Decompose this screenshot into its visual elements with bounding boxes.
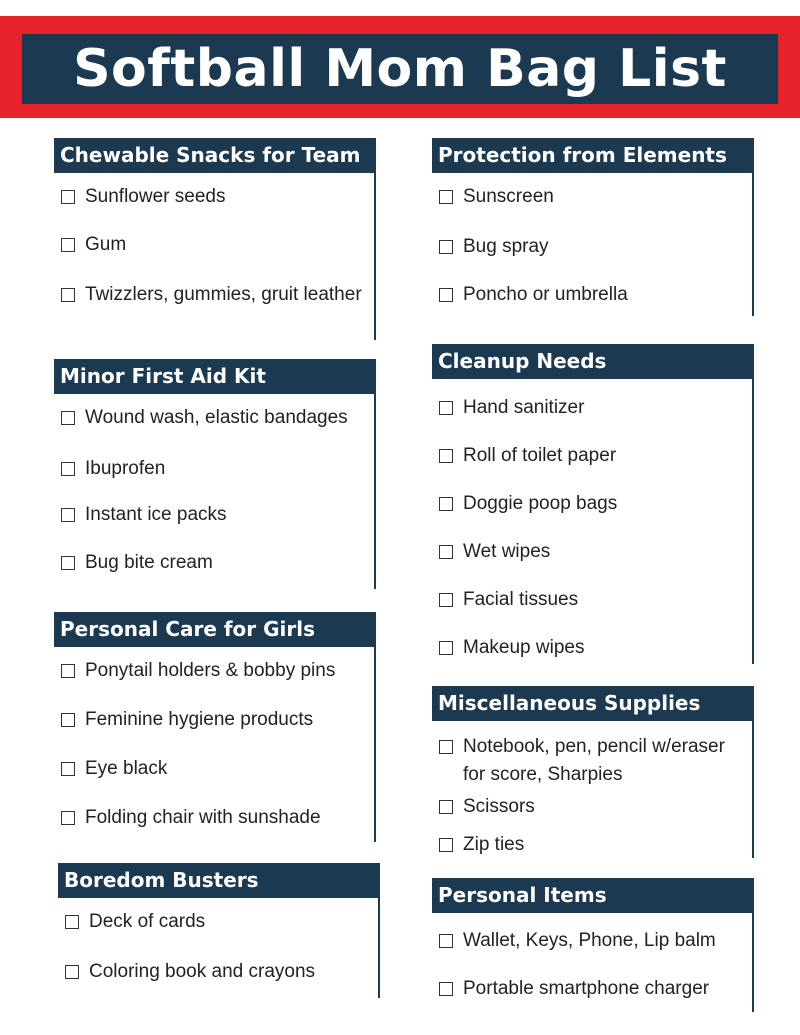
checkbox[interactable]	[65, 965, 79, 979]
list-item[interactable]: Wound wash, elastic bandages	[54, 404, 374, 432]
list-item[interactable]: Wet wipes	[432, 538, 752, 566]
list-item[interactable]: Portable smartphone charger	[432, 975, 752, 1003]
list-item[interactable]: Deck of cards	[58, 908, 378, 936]
checkbox[interactable]	[439, 497, 453, 511]
checkbox[interactable]	[65, 915, 79, 929]
title-panel	[22, 34, 778, 104]
checkbox[interactable]	[439, 982, 453, 996]
list-item[interactable]: Ibuprofen	[54, 455, 374, 483]
section-cleanup	[432, 344, 754, 664]
checkbox[interactable]	[61, 508, 75, 522]
section-heading: Cleanup Needs	[432, 344, 754, 379]
checkbox[interactable]	[61, 713, 75, 727]
item-list	[432, 173, 752, 313]
list-item[interactable]: Sunflower seeds	[54, 183, 374, 211]
checkbox[interactable]	[439, 740, 453, 754]
checkbox[interactable]	[61, 462, 75, 476]
list-item[interactable]: Zip ties	[432, 831, 752, 859]
checkbox[interactable]	[61, 238, 75, 252]
list-item[interactable]: Sunscreen	[432, 183, 752, 211]
checkbox[interactable]	[61, 811, 75, 825]
item-list	[58, 898, 378, 990]
page-title: Softball Mom Bag List	[73, 39, 727, 99]
section-heading: Personal Care for Girls	[54, 612, 376, 647]
item-list	[432, 913, 752, 1007]
list-item[interactable]: Notebook, pen, pencil w/eraser for score, Sharpies	[432, 733, 752, 789]
section-first-aid	[54, 359, 376, 589]
list-item[interactable]: Eye black	[54, 755, 374, 783]
section-protection	[432, 138, 754, 316]
list-item[interactable]: Bug bite cream	[54, 549, 374, 577]
checkbox[interactable]	[61, 190, 75, 204]
section-chewable-snacks	[54, 138, 376, 340]
checkbox[interactable]	[439, 545, 453, 559]
list-item[interactable]: Facial tissues	[432, 586, 752, 614]
list-item[interactable]: Wallet, Keys, Phone, Lip balm	[432, 927, 752, 955]
checkbox[interactable]	[439, 593, 453, 607]
checkbox[interactable]	[439, 641, 453, 655]
item-list	[54, 173, 374, 313]
list-item[interactable]: Coloring book and crayons	[58, 958, 378, 986]
list-item[interactable]: Feminine hygiene products	[54, 706, 374, 734]
list-item[interactable]: Folding chair with sunshade	[54, 804, 374, 832]
section-personal-items	[432, 878, 754, 1012]
list-item[interactable]: Roll of toilet paper	[432, 442, 752, 470]
section-heading: Protection from Elements	[432, 138, 754, 173]
section-heading: Minor First Aid Kit	[54, 359, 376, 394]
section-personal-care	[54, 612, 376, 842]
list-item[interactable]: Instant ice packs	[54, 501, 374, 529]
checkbox[interactable]	[61, 288, 75, 302]
item-list	[54, 647, 374, 836]
list-item[interactable]: Twizzlers, gummies, gruit leather	[54, 281, 374, 309]
checkbox[interactable]	[61, 664, 75, 678]
title-banner	[0, 16, 800, 118]
checkbox[interactable]	[439, 240, 453, 254]
item-list	[54, 394, 374, 581]
checkbox[interactable]	[439, 838, 453, 852]
checkbox[interactable]	[61, 411, 75, 425]
list-item[interactable]: Gum	[54, 231, 374, 259]
section-miscellaneous	[432, 686, 754, 858]
list-item[interactable]: Poncho or umbrella	[432, 281, 752, 309]
list-item[interactable]: Ponytail holders & bobby pins	[54, 657, 374, 685]
section-heading: Personal Items	[432, 878, 754, 913]
item-list	[432, 721, 752, 863]
section-heading: Boredom Busters	[58, 863, 380, 898]
list-item[interactable]: Bug spray	[432, 233, 752, 261]
checkbox[interactable]	[439, 800, 453, 814]
checkbox[interactable]	[439, 449, 453, 463]
list-item[interactable]: Makeup wipes	[432, 634, 752, 662]
checkbox[interactable]	[439, 401, 453, 415]
checkbox[interactable]	[439, 190, 453, 204]
checkbox[interactable]	[439, 288, 453, 302]
list-item[interactable]: Scissors	[432, 793, 752, 821]
checkbox[interactable]	[439, 934, 453, 948]
section-heading: Chewable Snacks for Team	[54, 138, 376, 173]
item-list	[432, 379, 752, 666]
list-item[interactable]: Hand sanitizer	[432, 394, 752, 422]
checkbox[interactable]	[61, 762, 75, 776]
checkbox[interactable]	[61, 556, 75, 570]
section-heading: Miscellaneous Supplies	[432, 686, 754, 721]
section-boredom-busters	[58, 863, 380, 998]
list-item[interactable]: Doggie poop bags	[432, 490, 752, 518]
